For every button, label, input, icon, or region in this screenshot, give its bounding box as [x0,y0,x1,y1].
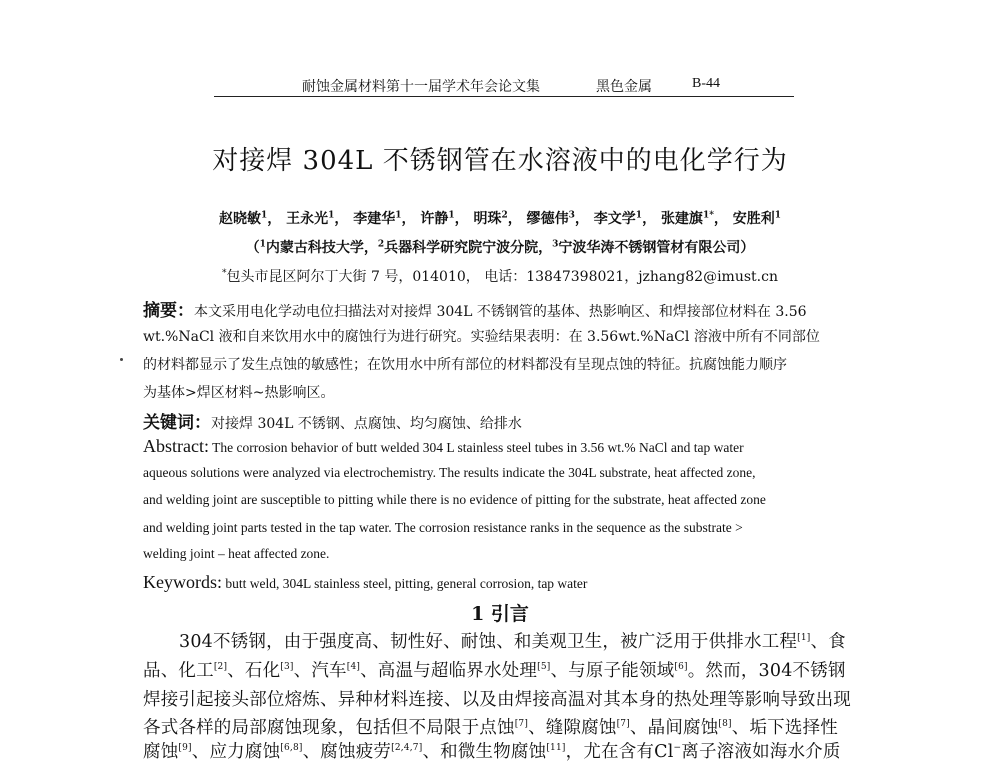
contact-address: *包头市昆区阿尔丁大街 7 号，014010， 电话：13847398021，jzhang82@imust.cn [222,268,778,285]
address-text: 包头市昆区阿尔丁大街 7 号，014010， 电话：13847398021，jzhang82@imust.cn [226,269,778,285]
author-affiliation-mark: 1* [702,210,714,221]
author-affiliation-mark: 2 [501,210,508,221]
keywords-cn-text: 对接焊 304L 不锈钢、点腐蚀、均匀腐蚀、给排水 [211,416,522,432]
abstract-en-line: Abstract: The corrosion behavior of butt welded 304 L stainless steel tubes in 3.56 wt.% NaCl and tap water [143,436,744,456]
author-name: 李文学 [593,211,636,227]
author-affiliation-mark: 1 [635,210,643,221]
body-line: 品、化工[2]、石化[3]、汽车[4]、高温与超临界水处理[5]、与原子能领域[6]。然而，304不锈钢 [143,661,846,681]
keywords-cn-label: 关键词： [143,413,211,433]
paper-title: 对接焊 304L 不锈钢管在水溶液中的电化学行为 [212,146,788,176]
keywords-en-label: Keywords: [143,572,222,592]
header-section: 黑色金属 [596,79,652,95]
body-line: 304不锈钢，由于强度高、韧性好、耐蚀、和美观卫生，被广泛用于供排水工程[1]、食 [179,632,846,652]
keywords-en-text: butt weld, 304L stainless steel, pitting, general corrosion, tap water [222,576,588,591]
author-name: 许静 [420,211,449,227]
abstract-en-line: welding joint – heat affected zone. [143,546,330,561]
abstract-cn-label: 摘要： [143,301,194,321]
author-affiliation-mark: 1 [328,210,335,221]
abstract-cn-line: 的材料都显示了发生点蚀的敏感性；在饮用水中所有部位的材料都没有呈现点蚀的特征。抗腐蚀能力顺序 [143,357,787,373]
running-header [214,74,794,97]
author-affiliation-mark: 3 [568,210,575,221]
abstract-en-line: and welding joint parts tested in the tap water. The corrosion resistance ranks in the sequence as the substrate > [143,520,743,535]
body-line: 腐蚀[9]、应力腐蚀[6,8]、腐蚀疲劳[2,4,7]、和微生物腐蚀[11]，尤在含有Cl−离子溶液如海水介质 [143,742,841,762]
abstract-cn-line: 为基体>焊区材料~热影响区。 [143,385,335,401]
affiliation-1: 内蒙古科技大学， [265,240,378,256]
author-name: 李建华 [353,211,396,227]
author-affiliation-mark: 1 [260,210,268,221]
abstract-en-line: and welding joint are susceptible to pitting while there is no evidence of pitting for the substrate, heat affected zone [143,492,766,507]
author-name: 张建旗 [660,211,703,227]
scan-speck [120,358,123,361]
author-affiliation-mark: 1 [448,210,455,221]
affiliation-2: 兵器科学研究院宁波分院， [384,240,553,256]
section-heading-introduction: 1 引言 [471,603,529,625]
affiliations: （$^1$内蒙古科技大学，$^2$兵器科学研究院宁波分院，$^3$宁波华涛不锈钢管材有限公司） [245,239,755,256]
body-line: 焊接引起接头部位熔炼、异种材料连接、以及由焊接高温对其本身的热处理等影响导致出现 [143,690,851,710]
author-name: 缪德伟 [526,211,569,227]
author-name: 王永光 [286,211,329,227]
author-name: 安胜利 [732,211,775,227]
body-line: 各式各样的局部腐蚀现象，包括但不局限于点蚀[7]、缝隙腐蚀[7]、晶间腐蚀[8]、垢下选择性 [143,718,838,738]
author-affiliation-mark: 1 [395,210,402,221]
author-name: 赵晓敏 [218,211,261,227]
keywords-en [143,572,587,593]
keywords-cn [143,408,522,433]
header-page-number: B-44 [692,76,720,91]
header-proceedings: 耐蚀金属材料第十一届学术年会论文集 [302,79,540,95]
author-list: 赵晓敏$^1$， 王永光$^1$， 李建华$^1$， 许静$^1$， 明珠$^2$， 缪德伟$^3$， 李文学$^1$， 张建旗$^{1*}$， 安胜利$^1$ [218,210,782,227]
abstract-en-line: aqueous solutions were analyzed via electrochemistry. The results indicate the 304L substrate, heat affected zone, [143,465,756,480]
abstract-cn-line: 摘要：本文采用电化学动电位扫描法对对接焊 304L 不锈钢管的基体、热影响区、和焊接部位材料在 3.56 [143,301,807,321]
abstract-cn-line: wt.%NaCl 液和自来饮用水中的腐蚀行为进行研究。实验结果表明：在 3.56wt.%NaCl 溶液中所有不同部位 [143,329,820,345]
affiliation-3: 宁波华涛不锈钢管材有限公司） [558,240,755,256]
abstract-en-label: Abstract: [143,436,209,456]
author-name: 明珠 [473,211,502,227]
author-affiliation-mark: 1 [774,210,782,221]
